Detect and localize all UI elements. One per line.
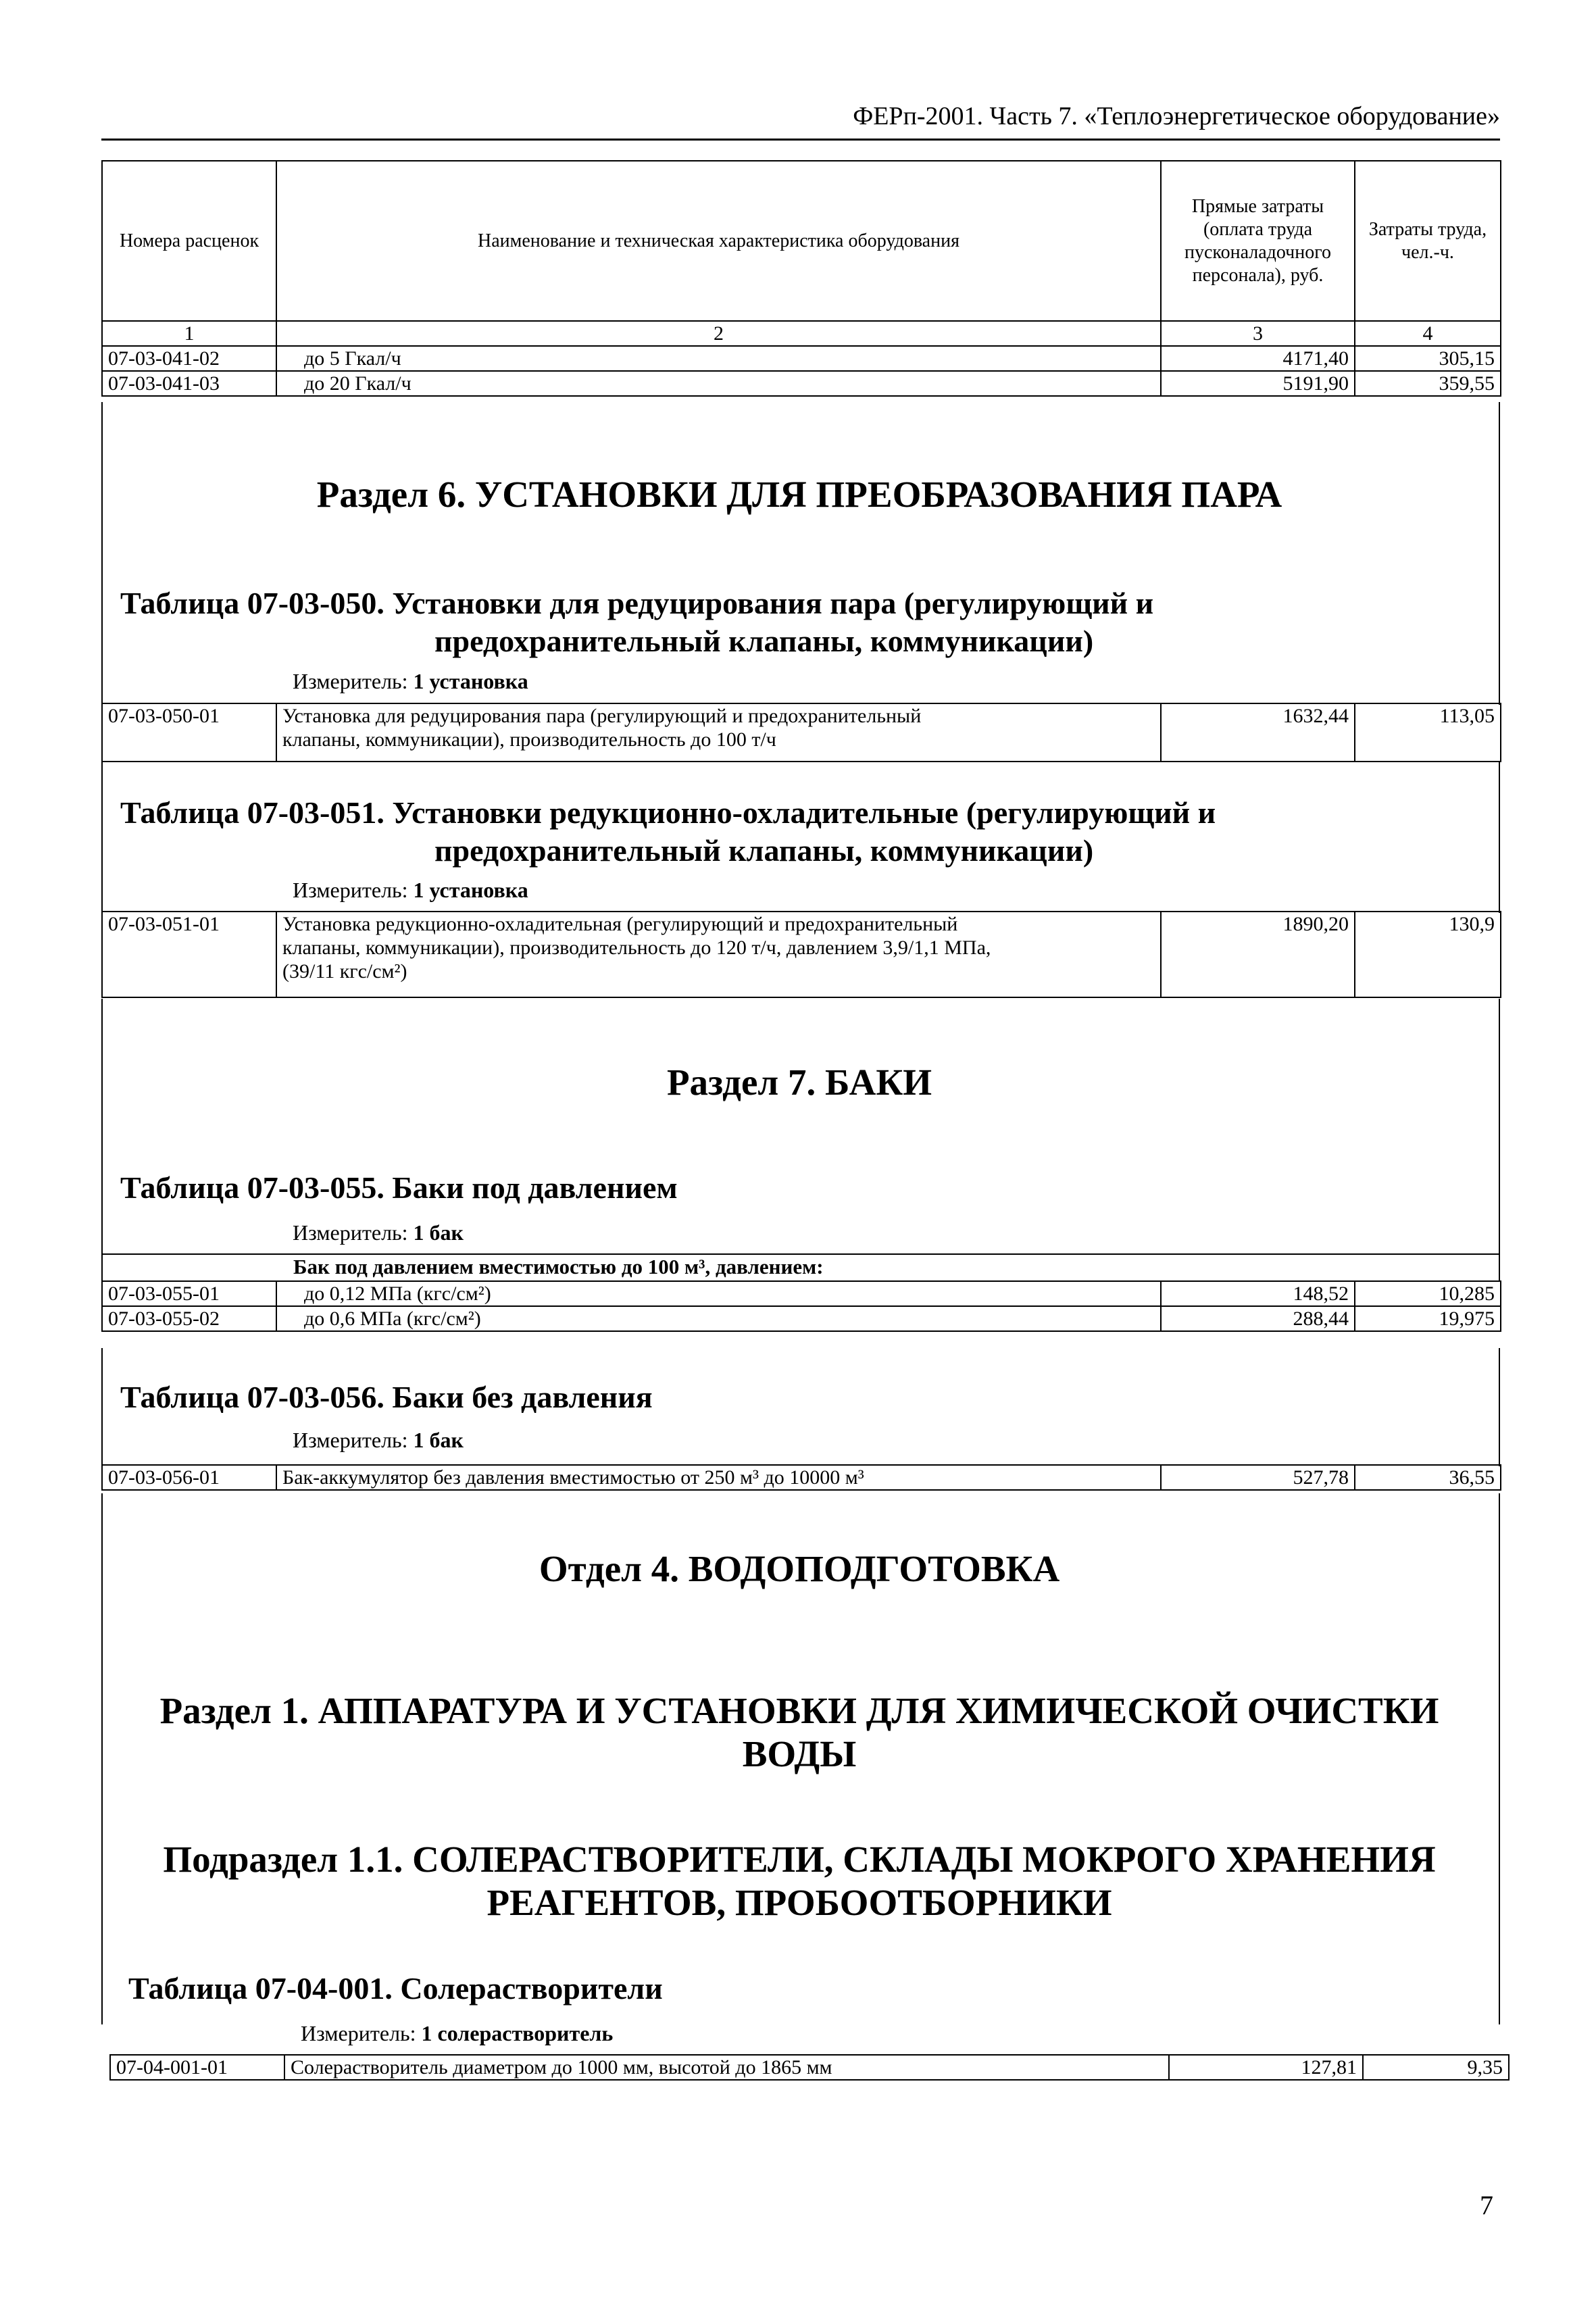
table-row	[102, 1281, 1501, 1306]
row-labor: 130,9	[1355, 912, 1501, 997]
table-056-title: Таблица 07-03-056. Баки без давления	[120, 1380, 653, 1414]
measure-label: Измеритель:	[293, 878, 408, 902]
table-row	[102, 1306, 1501, 1331]
measure-label: Измеритель:	[293, 669, 408, 693]
row-name: Бак-аккумулятор без давления вместимостью от 250 м³ до 10000 м³	[276, 1465, 1161, 1490]
table-row	[102, 371, 1501, 396]
table-051	[101, 911, 1501, 998]
table-title-line: предохранительный клапаны, коммуникации)	[434, 624, 1094, 658]
table-056	[101, 1464, 1501, 1491]
row-name: до 0,6 МПа (кгс/см²)	[276, 1306, 1161, 1331]
row-cost: 288,44	[1161, 1306, 1355, 1331]
row-labor: 113,05	[1355, 703, 1501, 762]
table-row	[110, 2055, 1509, 2080]
section-7-title: Раздел 7. БАКИ	[666, 1062, 932, 1103]
table-row	[102, 912, 1501, 997]
section-6-title: Раздел 6. УСТАНОВКИ ДЛЯ ПРЕОБРАЗОВАНИЯ ПАРА	[316, 474, 1282, 515]
row-cost: 127,81	[1169, 2055, 1363, 2080]
table-051-title	[120, 794, 1472, 870]
measure-050	[293, 668, 528, 694]
column-header-row	[102, 161, 1501, 321]
row-cost: 5191,90	[1161, 371, 1355, 396]
header-rule	[101, 139, 1500, 141]
table-row	[102, 346, 1501, 371]
row-labor: 9,35	[1363, 2055, 1509, 2080]
measure-051	[293, 877, 528, 903]
table-title-line: Таблица 07-03-051. Установки редукционно-охладительные (регулирующий и	[120, 795, 1216, 830]
col-number: 1	[102, 321, 276, 346]
table-055	[101, 1280, 1501, 1332]
row-labor: 10,285	[1355, 1281, 1501, 1306]
measure-label: Измеритель:	[301, 2021, 416, 2045]
column-number-row	[102, 321, 1501, 346]
measure-value: 1 бак	[413, 1220, 464, 1245]
group-header-055: Бак под давлением вместимостью до 100 м³, давлением:	[101, 1253, 1500, 1280]
row-name-line: Установка редукционно-охладительная (регулирующий и предохранительный	[282, 913, 958, 935]
row-name: до 5 Гкал/ч	[276, 346, 1161, 371]
col-number: 2	[276, 321, 1161, 346]
table-055-title: Таблица 07-03-055. Баки под давлением	[120, 1170, 678, 1205]
row-name-line: (39/11 кгс/см²)	[282, 960, 407, 982]
row-code: 07-03-056-01	[102, 1465, 276, 1490]
measure-value: 1 установка	[413, 669, 528, 693]
section-title-line: Подраздел 1.1. СОЛЕРАСТВОРИТЕЛИ, СКЛАДЫ МОКРОГО ХРАНЕНИЯ	[163, 1839, 1436, 1880]
row-name	[276, 703, 1161, 762]
row-name	[276, 912, 1161, 997]
row-code: 07-03-051-01	[102, 912, 276, 997]
row-cost: 1890,20	[1161, 912, 1355, 997]
row-labor: 19,975	[1355, 1306, 1501, 1331]
page-number: 7	[1480, 2190, 1493, 2220]
col-number: 3	[1161, 321, 1355, 346]
table-title-line: Таблица 07-03-050. Установки для редуцирования пара (регулирующий и	[120, 586, 1154, 620]
department-4-title: Отдел 4. ВОДОПОДГОТОВКА	[539, 1548, 1060, 1589]
table-001-title: Таблица 07-04-001. Солерастворители	[128, 1971, 663, 2006]
col-labor-header: Затраты труда, чел.-ч.	[1355, 161, 1501, 321]
row-name: до 20 Гкал/ч	[276, 371, 1161, 396]
row-code: 07-03-050-01	[102, 703, 276, 762]
measure-001	[301, 2020, 613, 2046]
row-cost: 1632,44	[1161, 703, 1355, 762]
section-1-title	[101, 1689, 1497, 1776]
table-050	[101, 703, 1501, 762]
row-code: 07-03-055-01	[102, 1281, 276, 1306]
table-050-title	[120, 584, 1472, 660]
row-code: 07-03-041-02	[102, 346, 276, 371]
row-labor: 359,55	[1355, 371, 1501, 396]
table-title-line: предохранительный клапаны, коммуникации)	[434, 833, 1094, 868]
measure-value: 1 солерастворитель	[421, 2021, 614, 2045]
table-row	[102, 1465, 1501, 1490]
row-labor: 305,15	[1355, 346, 1501, 371]
row-name-line: Установка для редуцирования пара (регулирующий и предохранительный	[282, 705, 922, 727]
measure-label: Измеритель:	[293, 1428, 408, 1452]
row-labor: 36,55	[1355, 1465, 1501, 1490]
table-row	[102, 703, 1501, 762]
row-cost: 4171,40	[1161, 346, 1355, 371]
row-name: до 0,12 МПа (кгс/см²)	[276, 1281, 1161, 1306]
subsection-1-1-title	[101, 1838, 1497, 1924]
row-code: 07-03-041-03	[102, 371, 276, 396]
measure-056	[293, 1427, 464, 1453]
row-code: 07-03-055-02	[102, 1306, 276, 1331]
row-name-line: клапаны, коммуникации), производительность до 100 т/ч	[282, 728, 776, 751]
row-cost: 148,52	[1161, 1281, 1355, 1306]
section-title-line: Раздел 1. АППАРАТУРА И УСТАНОВКИ ДЛЯ ХИМИЧЕСКОЙ ОЧИСТКИ	[159, 1690, 1439, 1731]
col-number: 4	[1355, 321, 1501, 346]
row-code: 07-04-001-01	[110, 2055, 284, 2080]
section-title-line: ВОДЫ	[742, 1733, 857, 1774]
measure-value: 1 бак	[413, 1428, 464, 1452]
table-001	[109, 2054, 1510, 2081]
section-title-line: РЕАГЕНТОВ, ПРОБООТБОРНИКИ	[487, 1882, 1112, 1923]
row-name-line: клапаны, коммуникации), производительность до 120 т/ч, давлением 3,9/1,1 МПа,	[282, 937, 991, 959]
measure-value: 1 установка	[413, 878, 528, 902]
col-code-header: Номера расценок	[102, 161, 276, 321]
row-name: Солерастворитель диаметром до 1000 мм, высотой до 1865 мм	[284, 2055, 1169, 2080]
column-header-table	[101, 160, 1501, 397]
row-cost: 527,78	[1161, 1465, 1355, 1490]
page-header: ФЕРп-2001. Часть 7. «Теплоэнергетическое оборудование»	[853, 102, 1500, 130]
measure-055	[293, 1220, 464, 1245]
measure-label: Измеритель:	[293, 1220, 408, 1245]
col-name-header: Наименование и техническая характеристика оборудования	[276, 161, 1161, 321]
col-cost-header: Прямые затраты (оплата труда пусконаладочного персонала), руб.	[1161, 161, 1355, 321]
